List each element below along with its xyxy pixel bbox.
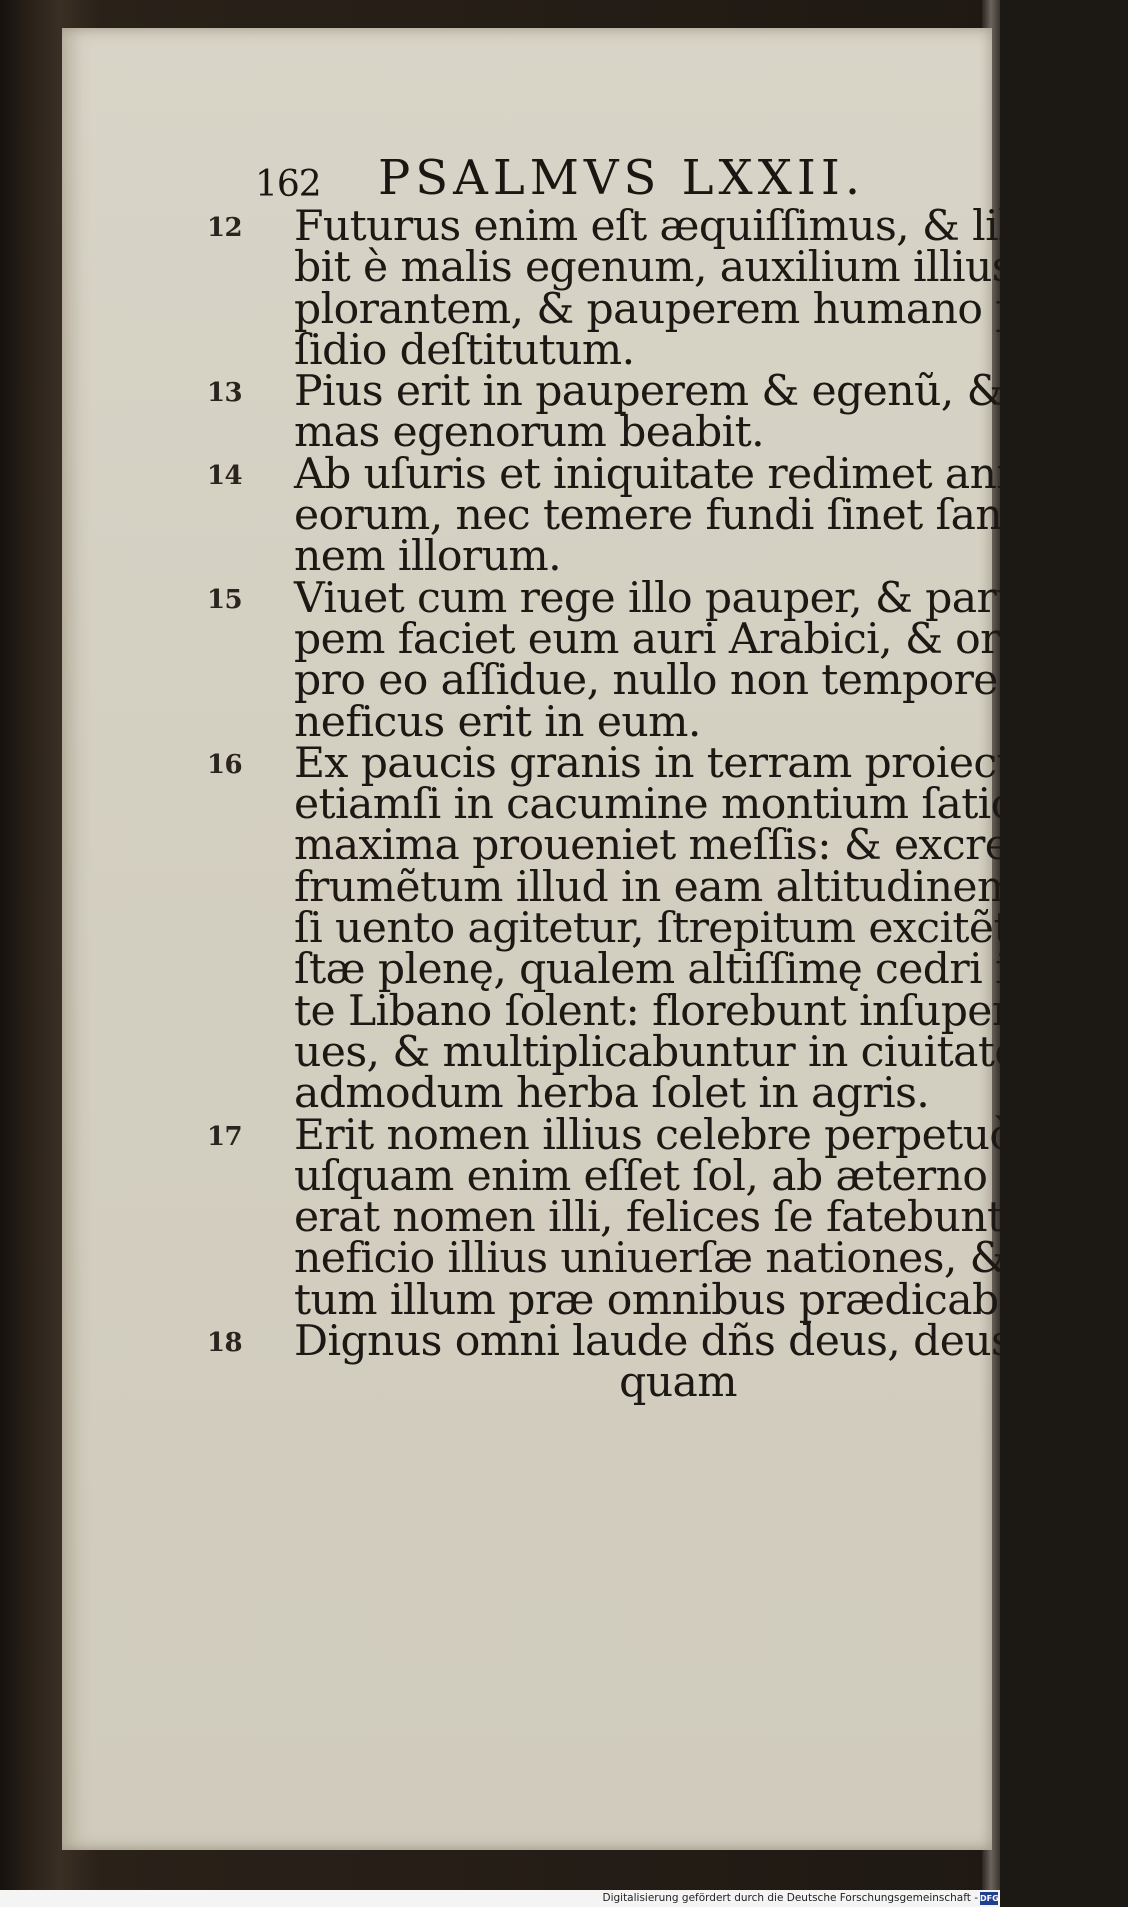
book-page — [62, 28, 1128, 1850]
text-line: te Libano ſolent: florebunt inſuper ci- — [294, 986, 1075, 1036]
text-line: ſidio deſtitutum. — [294, 325, 635, 375]
text-line: etiamſi in cacumine montium ſatio fiat, — [294, 780, 1111, 830]
text-line: ſi uento agitetur, ſtrepitum excitẽt ari- — [294, 904, 1095, 954]
verse-number: 12 — [207, 213, 242, 243]
verse — [62, 367, 1082, 458]
psalm-text — [62, 202, 1128, 1408]
text-line: eorum, nec temere fundi ſinet ſangui- — [294, 491, 1083, 541]
verse — [62, 1110, 1128, 1325]
text-line: bit è malis egenum, auxilium illius im — [294, 243, 1079, 293]
text-line: pro eo aſſidue, nullo non tempore be- — [294, 656, 1076, 706]
text-line: Erit nomen illius celebre perpetuò, pri — [294, 1110, 1100, 1160]
footer-credit: Digitalisierung gefördert durch die Deutsche Forschungsgemeinschaft - — [602, 1892, 978, 1904]
verse-number: 18 — [207, 1328, 242, 1359]
text-line: admodum herba ſolet in agris. — [294, 1069, 930, 1119]
text-line: Pius erit in pauperem & egenũ, & ani — [294, 367, 1082, 417]
running-head: PSALMVS LXXII. — [378, 150, 866, 206]
verse — [62, 738, 1123, 1119]
text-line: Viuet cum rege illo pauper, & partici- — [294, 573, 1076, 623]
text-line: Futurus enim eſt æquiſſimus, & libera — [294, 202, 1094, 251]
verse — [62, 202, 1094, 375]
dfg-logo: DFG — [980, 1894, 999, 1903]
text-line: ſtæ plenę, qualem altiſſimę cedri in mõ — [294, 945, 1113, 995]
verse-number: 17 — [207, 1121, 242, 1152]
text-line: nem illorum. — [294, 532, 561, 582]
verse — [62, 449, 1095, 582]
text-line: erat nomen illi, felices ſe fatebuntur be- — [294, 1193, 1128, 1243]
verse — [62, 1317, 1065, 1367]
text-line: neficus erit in eum. — [294, 697, 701, 747]
text-line: ues, & multiplicabuntur in ciuitate, quẽ — [294, 1027, 1123, 1077]
page-header — [62, 150, 992, 210]
text-line: Ex paucis granis in terram proiectis, — [294, 738, 1061, 788]
verse — [62, 573, 1081, 747]
text-line: maxima proueniet meſſis: & excreſcet — [294, 821, 1089, 871]
text-line: frumẽtum illud in eam altitudinem, ut — [294, 862, 1086, 912]
text-line: pem faciet eum auri Arabici, & orabit — [294, 614, 1081, 664]
page-number: 162 — [255, 164, 321, 205]
text-line: plorantem, & pauperem humano præ — [294, 284, 1081, 334]
verse-number: 16 — [207, 749, 242, 780]
text-line: Dignus omni laude dñs deus, deus in — [294, 1317, 1065, 1367]
verse-number: 15 — [207, 584, 242, 615]
footer-strip — [0, 1890, 1000, 1907]
verse-number: 13 — [207, 378, 242, 409]
text-line: mas egenorum beabit. — [294, 408, 765, 458]
text-line: neficio illius uniuerſæ nationes, & bea- — [294, 1234, 1110, 1284]
catchword: quam — [619, 1358, 737, 1408]
text-line: tum illum præ omnibus prædicabunt. — [294, 1275, 1082, 1325]
text-line: uſquam enim eſſet ſol, ab æterno filius — [294, 1151, 1103, 1201]
verse-number: 14 — [207, 460, 242, 491]
text-line: Ab uſuris et iniquitate redimet animas — [294, 449, 1095, 499]
